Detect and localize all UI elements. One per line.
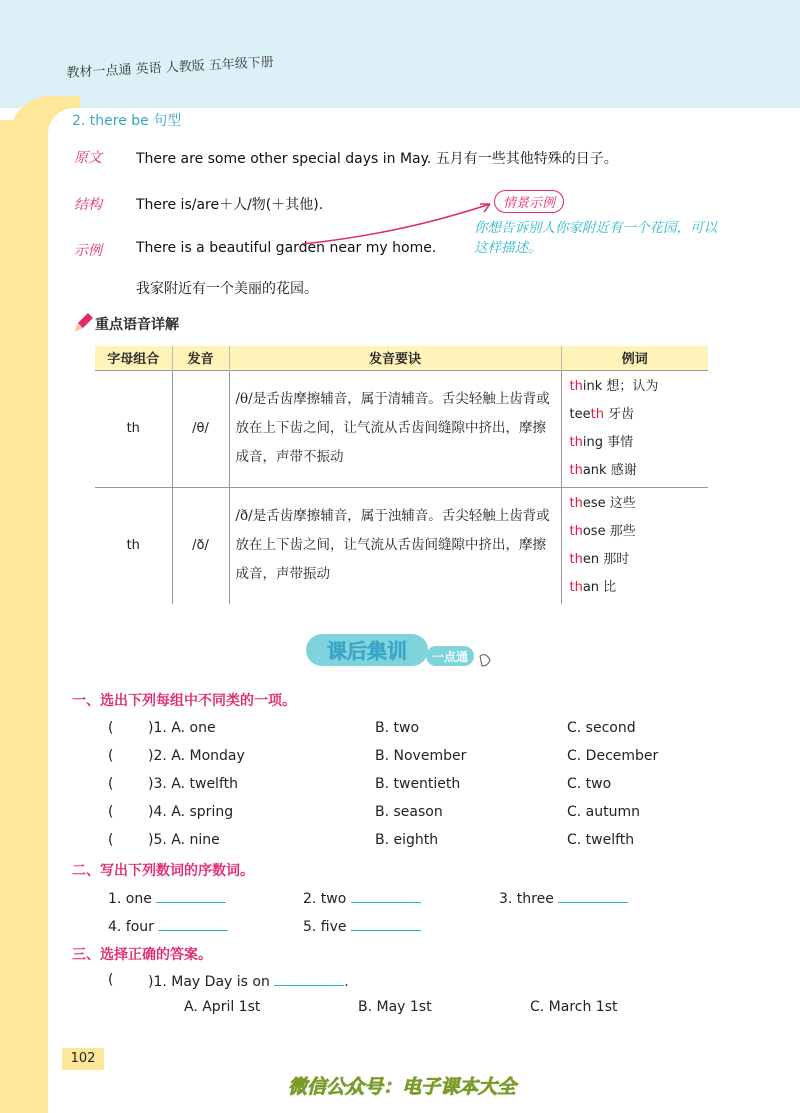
example-word: those 那些 — [569, 523, 636, 539]
ordinal-item: 3. three — [499, 889, 628, 907]
sound-cell: /ð/ — [172, 487, 229, 604]
example-word: than 比 — [569, 579, 617, 595]
ordinal-item: 2. two — [303, 889, 421, 907]
paren: ( — [108, 804, 114, 820]
option-c: C. December — [567, 748, 659, 764]
exercise-banner — [304, 630, 502, 670]
option-c: C. March 1st — [530, 999, 618, 1015]
ordinal-item: 4. four — [108, 917, 228, 935]
structure-sentence: There is/are＋人/物(＋其他). — [136, 197, 324, 213]
table-header: 字母组合 — [95, 346, 172, 370]
paren: ( — [108, 832, 114, 848]
example-word: teeth 牙齿 — [569, 406, 635, 422]
examples-cell — [561, 487, 708, 604]
callout-tag: 情景示例 — [494, 190, 564, 213]
answer-blank[interactable] — [558, 889, 628, 903]
callout-arrow — [300, 196, 500, 256]
book-header: 教材一点通 英语 人教版 五年级下册 — [66, 55, 275, 81]
option-b: B. May 1st — [358, 999, 432, 1015]
table-header: 发音要诀 — [229, 346, 561, 370]
question-stem: )3. A. twelfth — [148, 776, 238, 792]
question-stem: )4. A. spring — [148, 804, 234, 820]
section-title: 2. there be 句型 — [72, 113, 182, 129]
example-word: thank 感谢 — [569, 462, 637, 478]
examples-cell — [561, 370, 708, 487]
option-c: C. two — [567, 776, 612, 792]
combo-cell: th — [95, 370, 172, 487]
sound-cell: /θ/ — [172, 370, 229, 487]
ordinal-item: 1. one — [108, 889, 226, 907]
option-b: B. two — [375, 720, 420, 736]
original-sentence: There are some other special days in May. 五月有一些其他特殊的日子。 — [136, 151, 618, 167]
paren: ( — [108, 972, 114, 988]
banner-title: 课后集训 — [327, 639, 407, 663]
example-sentence: There is a beautiful garden near my home. — [136, 240, 437, 256]
example-word: these 这些 — [569, 495, 636, 511]
table-header: 发音 — [172, 346, 229, 370]
example-word: think 想；认为 — [569, 378, 659, 394]
table-row — [95, 370, 708, 487]
structure-tag: 结构 — [74, 197, 102, 213]
option-a: A. April 1st — [184, 999, 261, 1015]
ordinal-item: 5. five — [303, 917, 421, 935]
footer-watermark: 微信公众号：电子课本大全 — [288, 1076, 517, 1098]
answer-blank[interactable] — [351, 889, 421, 903]
pencil-icon — [72, 312, 94, 338]
example-word: then 那时 — [569, 551, 630, 567]
answer-blank[interactable] — [274, 972, 344, 986]
original-tag: 原文 — [74, 150, 102, 166]
question-stem: )5. A. nine — [148, 832, 220, 848]
option-c: C. twelfth — [567, 832, 635, 848]
page-number: 102 — [62, 1048, 104, 1070]
question-stem: )1. May Day is on . — [148, 974, 349, 990]
tip-cell: /θ/是舌齿摩擦辅音，属于清辅音。舌尖轻触上齿背或放在上下齿之间，让气流从舌齿间缝隙中挤出，摩擦成音，声带不振动 — [229, 370, 561, 487]
option-b: B. November — [375, 748, 467, 764]
paren: ( — [108, 720, 114, 736]
top-band — [0, 0, 800, 108]
answer-blank[interactable] — [158, 917, 228, 931]
option-b: B. season — [375, 804, 443, 820]
option-c: C. autumn — [567, 804, 641, 820]
part3-title: 三、选择正确的答案。 — [72, 947, 212, 963]
question-stem: )1. A. one — [148, 720, 216, 736]
table-row — [95, 487, 708, 604]
table-header: 例词 — [561, 346, 708, 370]
banner-sub: 一点通 — [431, 650, 469, 664]
answer-blank[interactable] — [156, 889, 226, 903]
example-translation: 我家附近有一个美丽的花园。 — [136, 281, 318, 297]
paren: ( — [108, 748, 114, 764]
pron-section-title: 重点语音详解 — [95, 317, 179, 333]
callout-note: 你想告诉别人你家附近有一个花园，可以这样描述。 — [474, 220, 717, 256]
pron-table — [95, 346, 708, 604]
part2-title: 二、写出下列数词的序数词。 — [72, 863, 254, 879]
question-stem: )2. A. Monday — [148, 748, 245, 764]
option-c: C. second — [567, 720, 636, 736]
part1-title: 一、选出下列每组中不同类的一项。 — [72, 693, 296, 709]
answer-blank[interactable] — [351, 917, 421, 931]
tip-cell: /ð/是舌齿摩擦辅音，属于浊辅音。舌尖轻触上齿背或放在上下齿之间，让气流从舌齿间缝隙中挤出，摩擦成音，声带振动 — [229, 487, 561, 604]
paren: ( — [108, 776, 114, 792]
combo-cell: th — [95, 487, 172, 604]
example-tag: 示例 — [74, 243, 102, 259]
option-b: B. twentieth — [375, 776, 461, 792]
left-band — [0, 120, 48, 1113]
example-word: thing 事情 — [569, 434, 634, 450]
option-b: B. eighth — [375, 832, 439, 848]
